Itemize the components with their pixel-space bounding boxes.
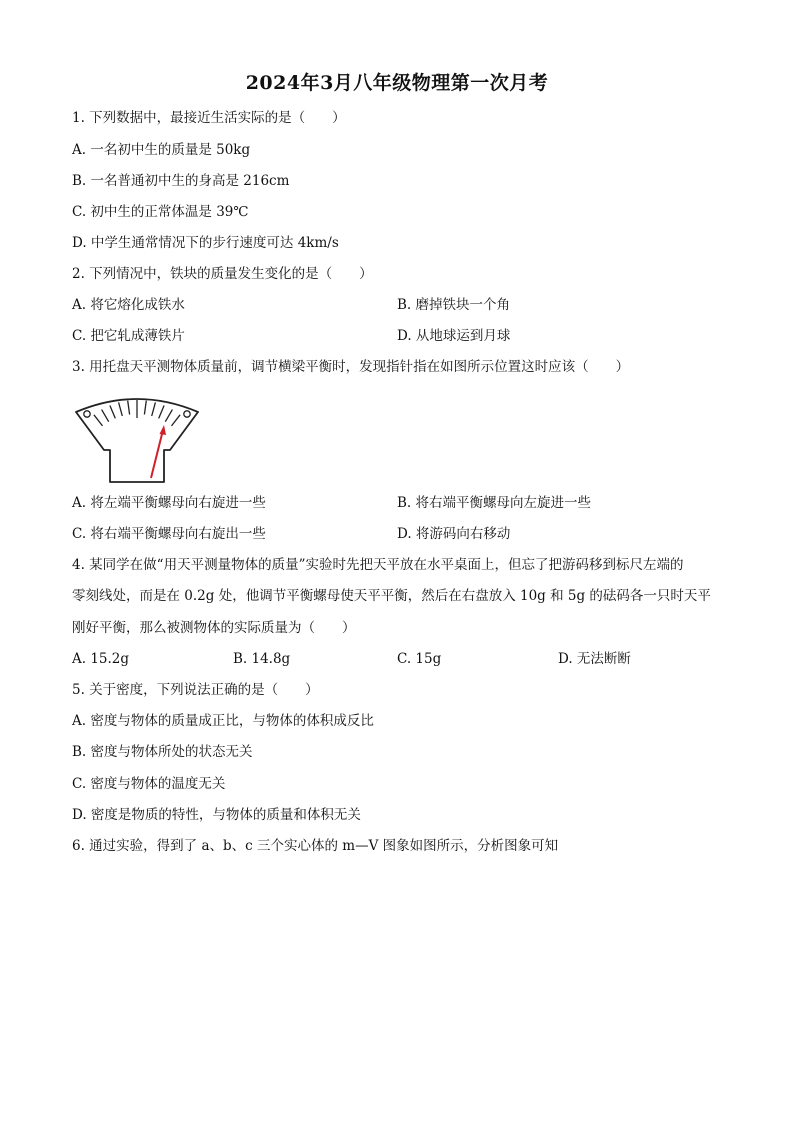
- question-1-option-b: B. 一名普通初中生的身高是 216cm: [72, 173, 290, 189]
- question-3-option-b: B. 将右端平衡螺母向左旋进一些: [397, 495, 592, 511]
- question-1-option-a: A. 一名初中生的质量是 50kg: [72, 142, 251, 158]
- question-2-option-c: C. 把它轧成薄铁片: [72, 328, 185, 344]
- question-4-stem-line-3: 刚好平衡，那么被测物体的实际质量为（ ）: [72, 620, 356, 636]
- question-1-option-c: C. 初中生的正常体温是 39℃: [72, 204, 249, 220]
- question-2-stem: 2. 下列情况中，铁块的质量发生变化的是（ ）: [72, 266, 373, 282]
- question-3-option-a: A. 将左端平衡螺母向右旋进一些: [72, 495, 266, 511]
- question-4-option-a: A. 15.2g: [72, 651, 130, 667]
- question-4-option-d: D. 无法断断: [558, 651, 631, 667]
- page-title: 2024年3月八年级物理第一次月考: [245, 72, 549, 94]
- question-2-option-a: A. 将它熔化成铁水: [72, 297, 185, 313]
- question-3-option-c: C. 将右端平衡螺母向右旋出一些: [72, 526, 266, 542]
- question-3-stem: 3. 用托盘天平测物体质量前，调节横梁平衡时，发现指针指在如图所示位置这时应该（ ）: [72, 359, 630, 375]
- question-3-option-d: D. 将游码向右移动: [397, 526, 511, 542]
- question-5-option-c: C. 密度与物体的温度无关: [72, 776, 226, 792]
- question-2-option-d: D. 从地球运到月球: [397, 328, 511, 344]
- question-4-option-b: B. 14.8g: [233, 651, 291, 667]
- question-5-stem: 5. 关于密度，下列说法正确的是（ ）: [72, 682, 319, 698]
- question-5-option-a: A. 密度与物体的质量成正比，与物体的体积成反比: [72, 713, 374, 729]
- balance-pointer-figure: [72, 392, 202, 484]
- question-1-option-d: D. 中学生通常情况下的步行速度可达 4km/s: [72, 235, 339, 251]
- question-4-stem-line-1: 4. 某同学在做“用天平测量物体的质量”实验时先把天平放在水平桌面上，但忘了把游码移到标尺左端的: [72, 557, 684, 573]
- question-5-option-d: D. 密度是物质的特性，与物体的质量和体积无关: [72, 807, 361, 823]
- question-2-option-b: B. 磨掉铁块一个角: [397, 297, 511, 313]
- question-6-stem: 6. 通过实验，得到了 a、b、c 三个实心体的 m—V 图象如图所示，分析图象可知: [72, 838, 559, 854]
- question-4-stem-line-2: 零刻线处，而是在 0.2g 处，他调节平衡螺母使天平平衡，然后在右盘放入 10g 和 5g 的砝码各一只时天平: [72, 588, 711, 604]
- question-5-option-b: B. 密度与物体所处的状态无关: [72, 744, 253, 760]
- question-1-stem: 1. 下列数据中，最接近生活实际的是（ ）: [72, 110, 346, 126]
- question-4-option-c: C. 15g: [397, 651, 442, 667]
